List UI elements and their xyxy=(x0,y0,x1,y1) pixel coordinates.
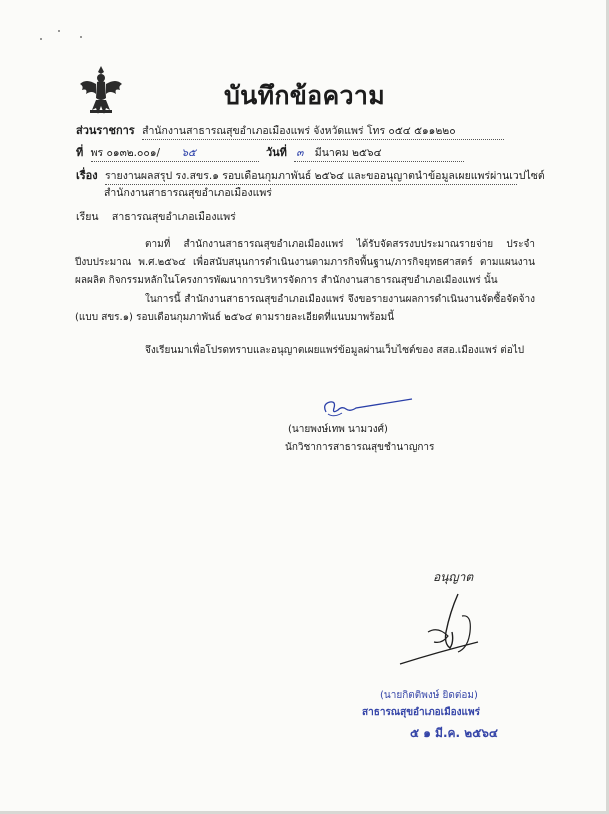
signature-1-icon xyxy=(316,396,416,422)
agency-row xyxy=(76,121,504,140)
approval-date: ๕ ๑ มี.ค. ๒๕๖๔ xyxy=(410,726,498,740)
date-day-handwritten: ๓ xyxy=(296,147,304,159)
signature-2-icon xyxy=(398,592,488,666)
subject-label: เรื่อง xyxy=(76,169,98,182)
to-row xyxy=(76,208,236,225)
ref-number-handwritten: ๖๕ xyxy=(181,147,197,159)
subject-row xyxy=(76,166,545,185)
subject-row-2 xyxy=(104,184,272,201)
agency-value: สำนักงานสาธารณสุขอำเภอเมืองแพร่ จังหวัดแพร่ โทร ๐๕๔ ๕๑๑๒๒๐ xyxy=(142,122,504,140)
scan-speck xyxy=(80,36,82,38)
memo-title: บันทึกข้อความ xyxy=(224,81,385,110)
date-value: มีนาคม ๒๕๖๔ xyxy=(314,147,382,159)
body-paragraph-3: จึงเรียนมาเพื่อโปรดทราบและอนุญาตเผยแพร่ข้อมูลผ่านเว็บไซต์ของ สสอ.เมืองแพร่ ต่อไป xyxy=(145,345,525,356)
to-value: สาธารณสุขอำเภอเมืองแพร่ xyxy=(111,211,236,223)
signer-1-name: (นายพงษ์เทพ นามวงศ์) xyxy=(288,424,388,435)
date-field xyxy=(294,144,464,162)
approval-note-handwritten: อนุญาต xyxy=(433,570,474,584)
body-paragraph-2: ในการนี้ สำนักงานสาธารณสุขอำเภอเมืองแพร่ จึงขอรายงานผลการดำเนินงานจัดซื้อจัดจ้าง (แบบ สขร.๑) รอบเดือนกุมภาพันธ์ ๒๕๖๔ ตามรายละเอียดที่แนบมาพร้อมนี้ xyxy=(75,294,535,323)
date-label: วันที่ xyxy=(265,146,287,159)
approver-name: (นายกิตติพงษ์ ยิดต่อม) xyxy=(380,690,478,701)
body-paragraph-1: ตามที่ สำนักงานสาธารณสุขอำเภอเมืองแพร่ ได้รับจัดสรรงบประมาณรายจ่าย ประจำปีงบประมาณ พ.ศ.๒๕๖๔ เพื่อสนับสนุนการดำเนินงานตามภารกิจพื้นฐาน/ภารกิจยุทธศาสตร์ ตามแผนงานผลผลิต กิจกรรมหลักในโครงการพัฒนาการบริหารจัดการ สำนักงานสาธารณสุขอำเภอเมืองแพร่ นั้น xyxy=(75,239,535,286)
agency-label: ส่วนราชการ xyxy=(76,124,135,137)
subject-line2: สำนักงานสาธารณสุขอำเภอเมืองแพร่ xyxy=(104,187,272,199)
scan-speck xyxy=(58,30,60,32)
ref-value: พร ๐๑๓๒.๐๐๑/ xyxy=(90,147,161,159)
signer-1-position: นักวิชาการสาธารณสุขชำนาญการ xyxy=(285,442,435,453)
scan-speck xyxy=(40,38,42,40)
to-label: เรียน xyxy=(76,211,99,223)
ref-field xyxy=(91,144,259,162)
ref-label: ที่ xyxy=(76,146,84,159)
subject-line1: รายงานผลสรุป รง.สขร.๑ รอบเดือนกุมภาพันธ์ ๒๕๖๔ และขออนุญาตนำข้อมูลเผยแพร่ผ่านเวปไซต์ xyxy=(105,167,517,185)
ref-row xyxy=(76,143,464,162)
approver-position: สาธารณสุขอำเภอเมืองแพร่ xyxy=(362,707,480,718)
